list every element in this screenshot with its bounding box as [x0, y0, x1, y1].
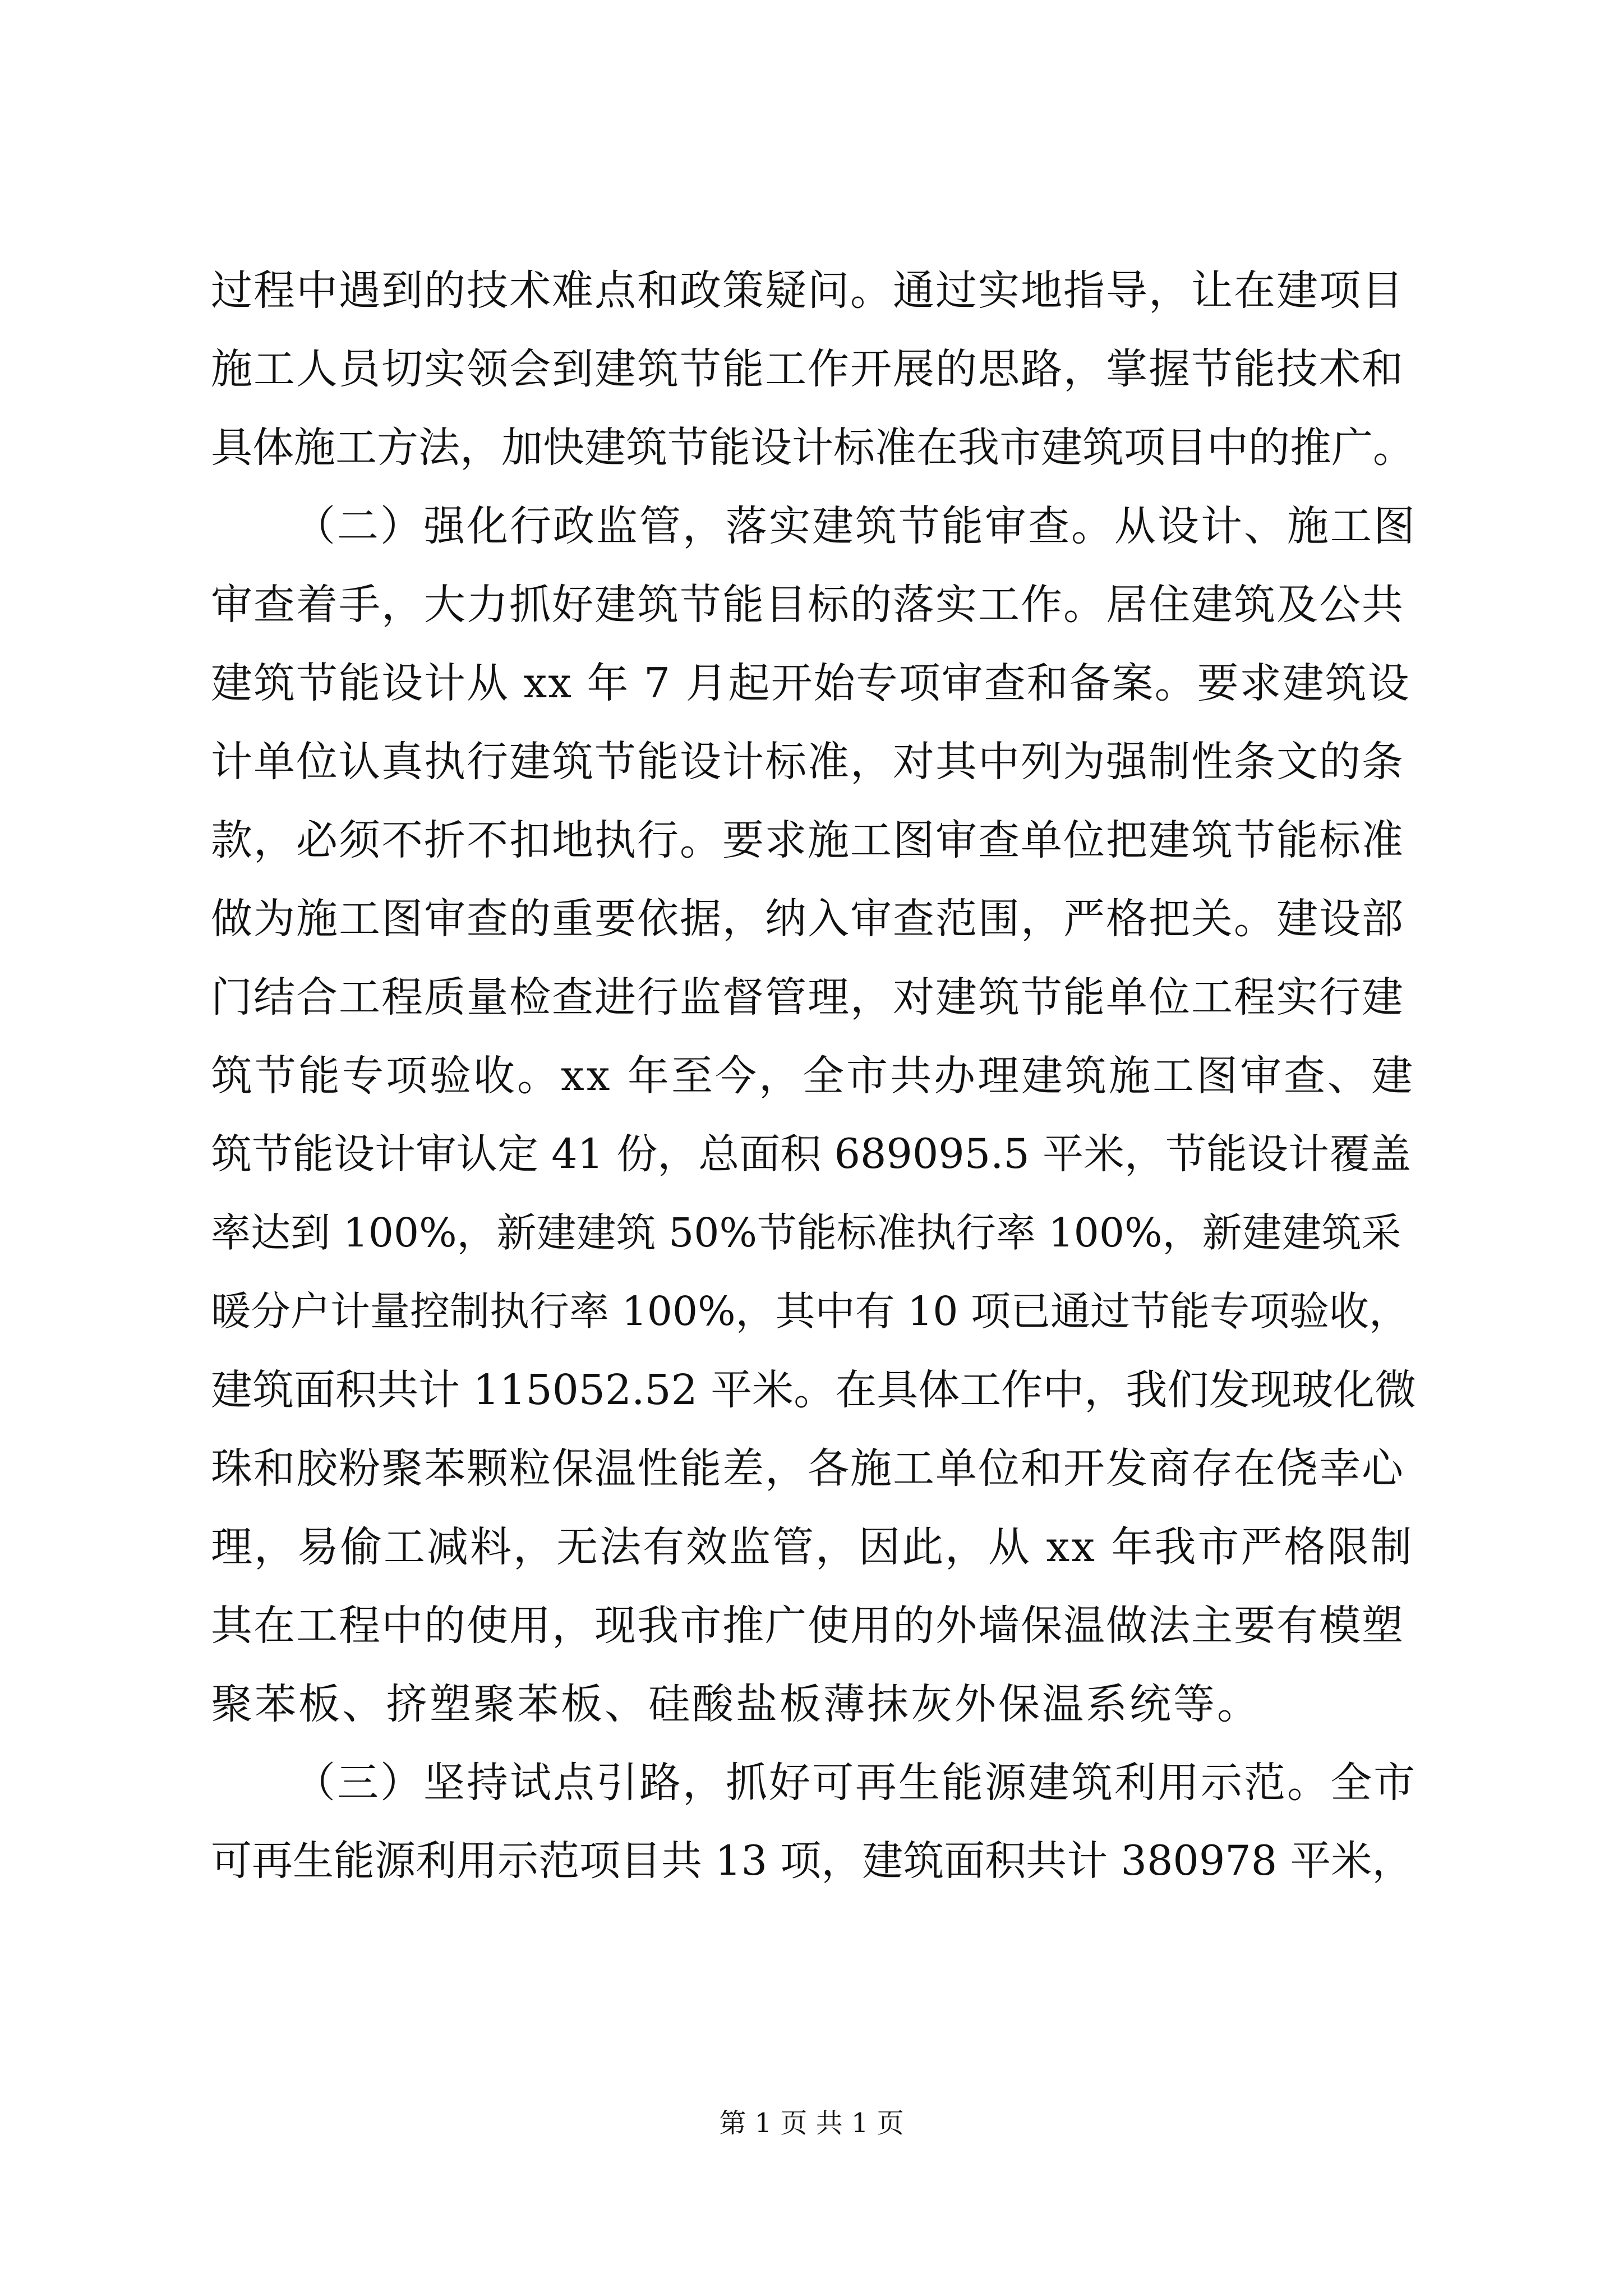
text-line: 可再生能源利用示范项目共 13 项，建筑面积共计 380978 平米， [211, 1837, 1413, 1885]
text-line: （二）强化行政监管，落实建筑节能审查。从设计、施工图 [294, 502, 1417, 550]
text-line: 筑节能设计审认定 41 份，总面积 689095.5 平米，节能设计覆盖 [211, 1130, 1412, 1178]
document-body [211, 251, 1417, 1901]
text-line: 门结合工程质量检查进行监督管理，对建筑节能单位工程实行建 [211, 973, 1404, 1022]
text-line: 聚苯板、挤塑聚苯板、硅酸盐板薄抹灰外保温系统等。 [211, 1680, 1261, 1728]
text-line: 率达到 100%，新建建筑 50%节能标准执行率 100%，新建建筑采 [211, 1209, 1401, 1256]
text-line: 建筑面积共计 115052.52 平米。在具体工作中，我们发现玻化微 [211, 1366, 1417, 1414]
text-line: 珠和胶粉聚苯颗粒保温性能差，各施工单位和开发商存在侥幸心 [211, 1444, 1404, 1493]
text-line: 做为施工图审查的重要依据，纳入审查范围，严格把关。建设部 [211, 895, 1404, 943]
text-line: 计单位认真执行建筑节能设计标准，对其中列为强制性条文的条 [211, 738, 1404, 786]
text-line: 其在工程中的使用，现我市推广使用的外墙保温做法主要有模塑 [211, 1602, 1404, 1650]
text-line: 施工人员切实领会到建筑节能工作开展的思路，掌握节能技术和 [211, 345, 1404, 393]
text-line: （三）坚持试点引路，抓好可再生能源建筑利用示范。全市 [294, 1759, 1417, 1807]
page-footer: 第 1 页 共 1 页 [719, 2108, 904, 2139]
text-line: 暖分户计量控制执行率 100%，其中有 10 项已通过节能专项验收， [211, 1288, 1409, 1335]
text-line: 筑节能专项验收。xx 年至今，全市共办理建筑施工图审查、建 [211, 1052, 1415, 1100]
text-line: 审查着手，大力抓好建筑节能目标的落实工作。居住建筑及公共 [211, 581, 1404, 629]
text-line: 建筑节能设计从 xx 年 7 月起开始专项审查和备案。要求建筑设 [211, 659, 1410, 707]
text-line: 过程中遇到的技术难点和政策疑问。通过实地指导，让在建项目 [211, 266, 1404, 315]
text-line: 具体施工方法，加快建筑节能设计标准在我市建筑项目中的推广。 [211, 424, 1414, 472]
text-line: 理，易偷工减料，无法有效监管，因此，从 xx 年我市严格限制 [211, 1523, 1414, 1571]
text-line: 款，必须不折不扣地执行。要求施工图审查单位把建筑节能标准 [211, 816, 1404, 864]
